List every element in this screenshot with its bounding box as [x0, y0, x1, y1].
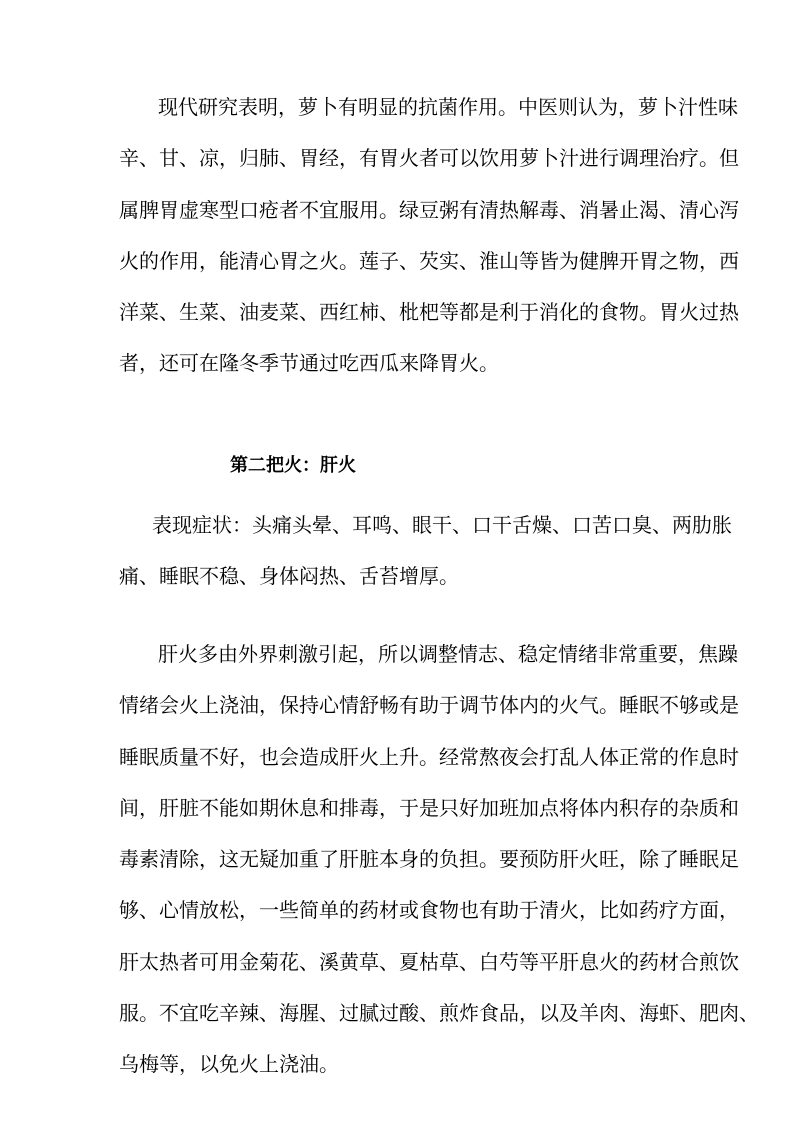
text-line: 毒素清除，这无疑加重了肝脏本身的负担。要预防肝火旺，除了睡眠足	[119, 847, 739, 872]
text-line: 情绪会火上浇油，保持心情舒畅有助于调节体内的火气。睡眠不够或是	[119, 693, 739, 718]
paragraph-stomach-fire-remedies	[119, 82, 739, 390]
text-line: 睡眠质量不好，也会造成肝火上升。经常熬夜会打乱人体正常的作息时	[119, 744, 739, 769]
text-line: 现代研究表明，萝卜有明显的抗菌作用。中医则认为，萝卜汁性味	[158, 95, 738, 119]
text-line: 间，肝脏不能如期休息和排毒，于是只好加班加点将体内积存的杂质和	[119, 795, 739, 820]
text-line: 火的作用，能清心胃之火。莲子、芡实、淮山等皆为健脾开胃之物，西	[119, 248, 739, 273]
text-line: 够、心情放松，一些简单的药材或食物也有助于清火，比如药疗方面，	[119, 898, 739, 923]
text-line: 者，还可在隆冬季节通过吃西瓜来降胃火。	[119, 351, 499, 376]
text-line: 辛、甘、凉，归肺、胃经，有胃火者可以饮用萝卜汁进行调理治疗。但	[119, 146, 739, 171]
text-line: 乌梅等，以免火上浇油。	[119, 1052, 339, 1077]
text-line: 洋菜、生菜、油麦菜、西红柿、枇杷等都是利于消化的食物。胃火过热	[119, 300, 739, 325]
text-line: 属脾胃虚寒型口疮者不宜服用。绿豆粥有清热解毒、消暑止渴、清心泻	[119, 197, 739, 222]
paragraph-liver-fire-symptoms	[119, 500, 732, 603]
text-line: 痛、睡眠不稳、身体闷热、舌苔增厚。	[119, 564, 459, 589]
text-line: 服。不宜吃辛辣、海腥、过腻过酸、煎炸食品，以及羊肉、海虾、肥肉、	[119, 1001, 759, 1026]
text-line: 表现症状：头痛头晕、耳鸣、眼干、口干舌燥、口苦口臭、两肋胀	[152, 513, 732, 537]
text-line: 肝太热者可用金菊花、溪黄草、夏枯草、白芍等平肝息火的药材合煎饮	[119, 949, 739, 974]
paragraph-liver-fire-remedies	[119, 629, 759, 1091]
section-heading: 第二把火：肝火	[230, 455, 356, 476]
text-line: 肝火多由外界刺激引起，所以调整情志、稳定情绪非常重要，焦躁	[158, 642, 738, 666]
